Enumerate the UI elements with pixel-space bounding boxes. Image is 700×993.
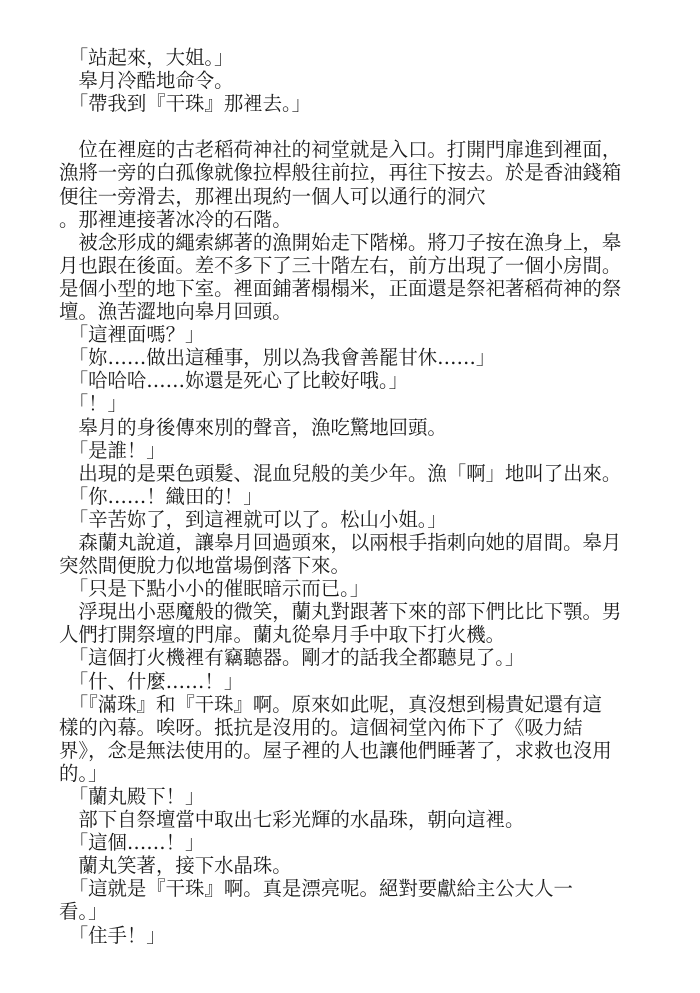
document-page	[59, 46, 639, 947]
text-line: 皋月冷酷地命令。	[59, 69, 234, 93]
text-line: 「這裡面嗎？」	[59, 323, 205, 347]
text-line: 「辛苦妳了，到這裡就可以了。松山小姐。」	[59, 507, 447, 531]
text-line: 「你……！織田的！」	[59, 484, 263, 508]
text-line: 「是誰！」	[59, 438, 166, 462]
text-line: 位在裡庭的古老稻荷神社的祠堂就是入口。打開門扉進到裡面，	[59, 138, 622, 162]
text-line: 「妳……做出這種事，別以為我會善罷甘休……」	[59, 346, 496, 370]
text-line: 漁將一旁的白孤像就像拉桿般往前拉，再往下按去。於是香油錢箱	[59, 161, 622, 185]
text-line: 「站起來，大姐。」	[59, 46, 234, 69]
text-line: 「住手！」	[59, 923, 166, 947]
text-line: 樣的內幕。唉呀。抵抗是沒用的。這個祠堂內佈下了《吸力結	[59, 715, 583, 739]
blank-line	[59, 115, 639, 138]
text-line: 月也跟在後面。差不多下了三十階左右，前方出現了一個小房間。	[59, 253, 622, 277]
text-line: 突然間便脫力似地當場倒落下來。	[59, 554, 350, 578]
text-line: 壇。漁苦澀地向皋月回頭。	[59, 300, 292, 324]
text-line: 是個小型的地下室。裡面鋪著榻榻米，正面還是祭祀著稻荷神的祭	[59, 276, 622, 300]
text-line: 蘭丸笑著，接下水晶珠。	[59, 854, 292, 878]
text-line: 浮現出小惡魔般的微笑，蘭丸對跟著下來的部下們比比下顎。男	[59, 600, 622, 624]
text-line: 「這個打火機裡有竊聽器。剛才的話我全都聽見了。」	[59, 646, 525, 670]
text-line: 「只是下點小小的催眠暗示而已。」	[59, 577, 370, 601]
text-line: 界》，念是無法使用的。屋子裡的人也讓他們睡著了，求救也沒用	[59, 738, 612, 762]
text-line: 便往一旁滑去，那裡出現約一個人可以通行的洞穴	[59, 184, 486, 208]
text-line: 「『滿珠』和『干珠』啊。原來如此呢，真沒想到楊貴妃還有這	[59, 692, 602, 716]
text-line: 「什、什麼……！」	[59, 669, 244, 693]
text-line: 。那裡連接著冰冷的石階。	[59, 207, 292, 231]
text-line: 「帶我到『干珠』那裡去。」	[59, 92, 312, 116]
text-line: 出現的是栗色頭髮、混血兒般的美少年。漁「啊」地叫了出來。	[59, 461, 622, 485]
text-line: 「這就是『干珠』啊。真是漂亮呢。絕對要獻給主公大人一	[59, 877, 573, 901]
text-line: 的。」	[59, 761, 108, 785]
text-line: 「！」	[59, 392, 127, 416]
text-line: 被念形成的繩索綁著的漁開始走下階梯。將刀子按在漁身上，皋	[59, 230, 622, 254]
text-line: 人們打開祭壇的門扉。蘭丸從皋月手中取下打火機。	[59, 623, 505, 647]
text-line: 部下自祭壇當中取出七彩光輝的水晶珠，朝向這裡。	[59, 808, 525, 832]
text-line: 皋月的身後傳來別的聲音，漁吃驚地回頭。	[59, 415, 447, 439]
text-line: 看。」	[59, 900, 108, 924]
text-line: 森蘭丸說道，讓皋月回過頭來，以兩根手指刺向她的眉間。皋月	[59, 530, 622, 554]
text-line: 「哈哈哈……妳還是死心了比較好哦。」	[59, 369, 409, 393]
text-line: 「這個……！」	[59, 831, 205, 855]
text-line: 「蘭丸殿下！」	[59, 785, 205, 808]
